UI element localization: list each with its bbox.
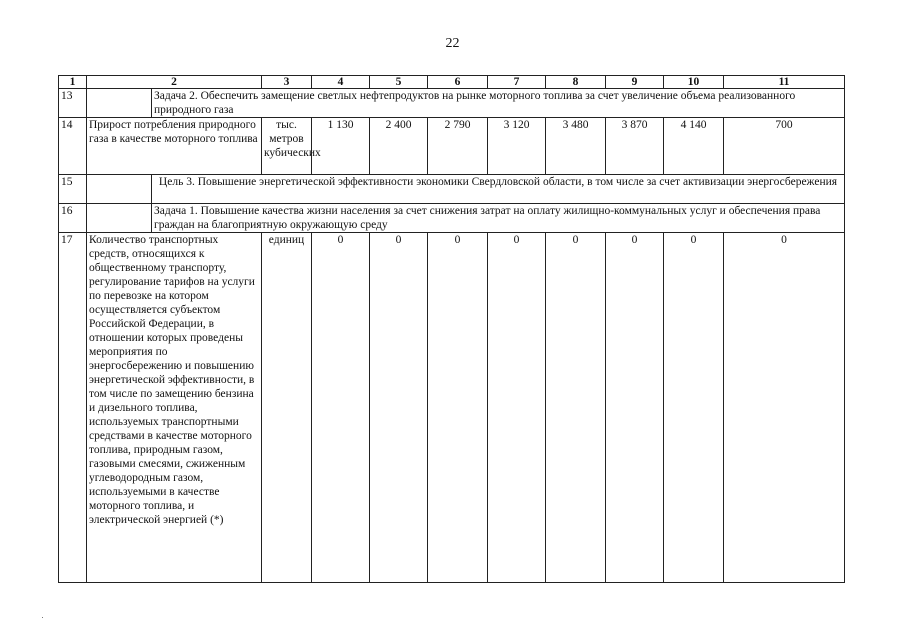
unit-cell: единиц [262,233,312,583]
table-row [59,89,845,118]
value-cell: 3 870 [606,118,664,175]
value-cell: 2 790 [428,118,488,175]
value-cell: 0 [370,233,428,583]
row-number: 17 [59,233,87,583]
header-cell: 4 [312,76,370,89]
header-cell: 6 [428,76,488,89]
header-cell: 9 [606,76,664,89]
value-cell: 4 140 [664,118,724,175]
indicator-table [58,75,845,583]
table-row [59,118,845,175]
header-cell: 10 [664,76,724,89]
header-cell: 5 [370,76,428,89]
row-number: 14 [59,118,87,175]
header-cell: 3 [262,76,312,89]
header-row [59,76,845,89]
header-cell: 1 [59,76,87,89]
value-cell: 0 [664,233,724,583]
value-cell: 3 120 [488,118,546,175]
scan-speck [42,617,43,618]
value-cell: 0 [428,233,488,583]
header-cell: 11 [724,76,845,89]
indicator-name: Прирост потребления природного газа в качестве моторного топлива [87,118,262,175]
indicator-name: Количество транспортных средств, относящихся к общественному транспорту, регулирование тарифов на услуги по перевозке на котором осуществляется субъектом Российской Федерации, в отношении которых проведены мероприятия по энергосбережению и повышению энергетической эффективности, в том числе по замещению бензина и дизельного топлива, используемых транспортными средствами в качестве моторного топлива, природным газом, газовыми смесями, сжиженным углеводородным газом, используемыми в качестве моторного топлива, и электрической энергией (*) [87,233,262,583]
row-number: 15 [59,175,87,204]
table-row [59,233,845,583]
header-cell: 2 [87,76,262,89]
task-text: Задача 1. Повышение качества жизни населения за счет снижения затрат на оплату жилищно-коммунальных услуг и обеспечения права граждан на благоприятную окружающую среду [152,204,845,233]
header-cell: 8 [546,76,606,89]
value-cell: 700 [724,118,845,175]
goal-text: Цель 3. Повышение энергетической эффективности экономики Свердловской области, в том числе за счет активизации энергосбережения [152,175,845,204]
value-cell: 0 [546,233,606,583]
empty-cell [87,175,152,204]
value-cell: 0 [724,233,845,583]
header-cell: 7 [488,76,546,89]
value-cell: 3 480 [546,118,606,175]
unit-cell: тыс. метров кубических [262,118,312,175]
table-row [59,204,845,233]
empty-cell [87,89,152,118]
page-number: 22 [445,36,460,51]
value-cell: 1 130 [312,118,370,175]
row-number: 13 [59,89,87,118]
value-cell: 2 400 [370,118,428,175]
task-text: Задача 2. Обеспечить замещение светлых нефтепродуктов на рынке моторного топлива за счет увеличение объема реализованного природного газа [152,89,845,118]
table-row [59,175,845,204]
value-cell: 0 [606,233,664,583]
value-cell: 0 [312,233,370,583]
value-cell: 0 [488,233,546,583]
row-number: 16 [59,204,87,233]
empty-cell [87,204,152,233]
